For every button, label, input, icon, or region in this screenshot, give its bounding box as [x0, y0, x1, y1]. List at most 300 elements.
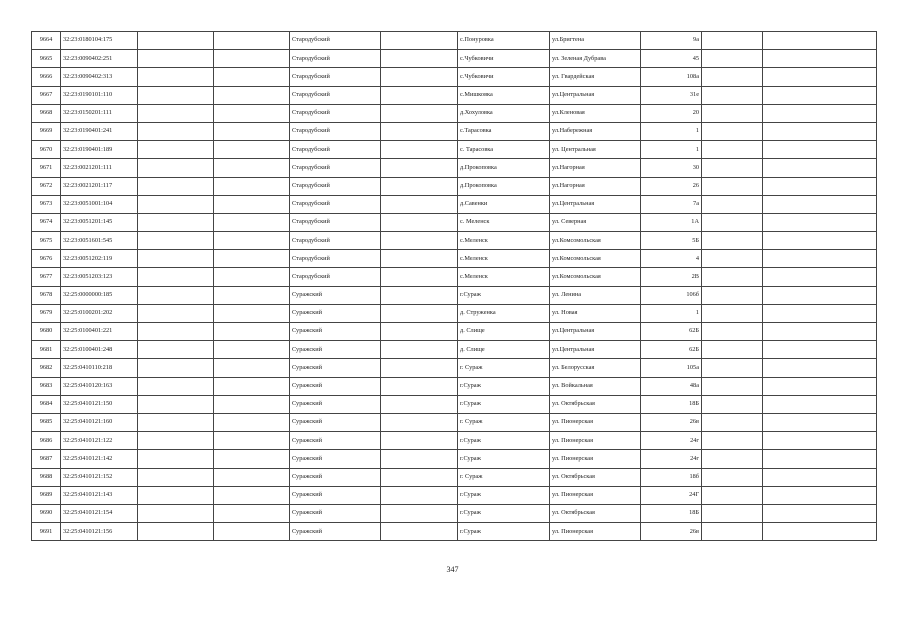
empty-cell [763, 413, 877, 431]
house-number-cell: 18Б [641, 395, 702, 413]
empty-cell [214, 450, 290, 468]
registry-body [32, 32, 877, 541]
locality-cell: с.Понуровка [458, 32, 550, 50]
house-number-cell: 48а [641, 377, 702, 395]
locality-cell: с.Меленск [458, 232, 550, 250]
row-number-cell: 9689 [32, 486, 61, 504]
house-number-cell: 24Г [641, 486, 702, 504]
row-number-cell: 9678 [32, 286, 61, 304]
empty-cell [702, 177, 763, 195]
locality-cell: с.Меленск [458, 268, 550, 286]
empty-cell [214, 268, 290, 286]
empty-cell [138, 504, 214, 522]
street-cell: ул.Бригтена [550, 32, 641, 50]
cadastral-number-cell: 32:25:0410110:218 [61, 359, 138, 377]
house-number-cell: 18Б [641, 504, 702, 522]
district-cell: Суражский [290, 341, 381, 359]
cadastral-number-cell: 32:25:0100201:202 [61, 304, 138, 322]
row-number-cell: 9691 [32, 523, 61, 541]
empty-cell [214, 286, 290, 304]
locality-cell: г.Сураж [458, 286, 550, 304]
empty-cell [138, 341, 214, 359]
empty-cell [214, 32, 290, 50]
empty-cell [702, 159, 763, 177]
empty-cell [214, 486, 290, 504]
street-cell: ул. Новая [550, 304, 641, 322]
empty-cell [763, 286, 877, 304]
row-number-cell: 9690 [32, 504, 61, 522]
street-cell: ул. Ленина [550, 286, 641, 304]
row-number-cell: 9673 [32, 195, 61, 213]
empty-cell [381, 286, 458, 304]
empty-cell [763, 50, 877, 68]
empty-cell [702, 413, 763, 431]
empty-cell [138, 395, 214, 413]
empty-cell [138, 359, 214, 377]
empty-cell [702, 86, 763, 104]
empty-cell [702, 141, 763, 159]
empty-cell [702, 468, 763, 486]
cadastral-number-cell: 32:23:0021201:117 [61, 177, 138, 195]
street-cell: ул. Зеленая Дубрава [550, 50, 641, 68]
street-cell: ул. Пионерская [550, 523, 641, 541]
registry-table [31, 31, 877, 541]
empty-cell [381, 268, 458, 286]
street-cell: ул. Северная [550, 213, 641, 231]
house-number-cell: 26в [641, 413, 702, 431]
empty-cell [138, 177, 214, 195]
row-number-cell: 9680 [32, 323, 61, 341]
empty-cell [763, 213, 877, 231]
empty-cell [702, 32, 763, 50]
row-number-cell: 9674 [32, 213, 61, 231]
empty-cell [214, 195, 290, 213]
empty-cell [702, 122, 763, 140]
district-cell: Суражский [290, 395, 381, 413]
empty-cell [763, 195, 877, 213]
street-cell: ул. Октябрьская [550, 395, 641, 413]
row-number-cell: 9671 [32, 159, 61, 177]
locality-cell: д.Хохуловка [458, 104, 550, 122]
empty-cell [214, 104, 290, 122]
empty-cell [381, 341, 458, 359]
locality-cell: г. Сураж [458, 468, 550, 486]
locality-cell: г.Сураж [458, 432, 550, 450]
district-cell: Стародубский [290, 159, 381, 177]
table-row [32, 523, 877, 541]
empty-cell [702, 486, 763, 504]
empty-cell [138, 250, 214, 268]
empty-cell [138, 141, 214, 159]
locality-cell: с. Тарасовка [458, 141, 550, 159]
empty-cell [381, 122, 458, 140]
empty-cell [214, 413, 290, 431]
cadastral-number-cell: 32:23:0190401:189 [61, 141, 138, 159]
empty-cell [214, 141, 290, 159]
empty-cell [702, 377, 763, 395]
empty-cell [138, 159, 214, 177]
district-cell: Стародубский [290, 104, 381, 122]
empty-cell [763, 250, 877, 268]
empty-cell [214, 468, 290, 486]
district-cell: Суражский [290, 450, 381, 468]
district-cell: Стародубский [290, 195, 381, 213]
table-row [32, 159, 877, 177]
house-number-cell: 26 [641, 177, 702, 195]
empty-cell [381, 432, 458, 450]
empty-cell [214, 213, 290, 231]
empty-cell [702, 195, 763, 213]
empty-cell [381, 213, 458, 231]
empty-cell [214, 68, 290, 86]
district-cell: Суражский [290, 468, 381, 486]
cadastral-number-cell: 32:25:0410121:122 [61, 432, 138, 450]
empty-cell [214, 232, 290, 250]
row-number-cell: 9664 [32, 32, 61, 50]
empty-cell [381, 486, 458, 504]
locality-cell: с.Меленск [458, 250, 550, 268]
empty-cell [763, 450, 877, 468]
row-number-cell: 9681 [32, 341, 61, 359]
empty-cell [214, 359, 290, 377]
empty-cell [138, 213, 214, 231]
empty-cell [138, 32, 214, 50]
empty-cell [381, 68, 458, 86]
empty-cell [763, 323, 877, 341]
row-number-cell: 9665 [32, 50, 61, 68]
table-row [32, 122, 877, 140]
house-number-cell: 106б [641, 286, 702, 304]
cadastral-number-cell: 32:23:0021201:111 [61, 159, 138, 177]
empty-cell [702, 395, 763, 413]
district-cell: Суражский [290, 504, 381, 522]
empty-cell [381, 177, 458, 195]
street-cell: ул.Нагорная [550, 159, 641, 177]
house-number-cell: 31е [641, 86, 702, 104]
empty-cell [214, 341, 290, 359]
empty-cell [381, 50, 458, 68]
table-row [32, 413, 877, 431]
cadastral-number-cell: 32:25:0410120:163 [61, 377, 138, 395]
cadastral-number-cell: 32:25:0410121:160 [61, 413, 138, 431]
empty-cell [138, 122, 214, 140]
locality-cell: г.Сураж [458, 450, 550, 468]
table-row [32, 104, 877, 122]
table-row [32, 286, 877, 304]
table-row [32, 432, 877, 450]
empty-cell [214, 50, 290, 68]
locality-cell: с.Тарасовка [458, 122, 550, 140]
empty-cell [381, 141, 458, 159]
locality-cell: д. Струженка [458, 304, 550, 322]
empty-cell [138, 232, 214, 250]
district-cell: Суражский [290, 486, 381, 504]
cadastral-number-cell: 32:25:0410121:150 [61, 395, 138, 413]
street-cell: ул.Комсомольская [550, 268, 641, 286]
table-row [32, 395, 877, 413]
empty-cell [381, 86, 458, 104]
cadastral-number-cell: 32:23:0090402:313 [61, 68, 138, 86]
empty-cell [138, 432, 214, 450]
empty-cell [763, 104, 877, 122]
house-number-cell: 2В [641, 268, 702, 286]
empty-cell [138, 104, 214, 122]
cadastral-number-cell: 32:23:0090402:251 [61, 50, 138, 68]
empty-cell [702, 286, 763, 304]
empty-cell [138, 323, 214, 341]
row-number-cell: 9668 [32, 104, 61, 122]
cadastral-number-cell: 32:25:0410121:152 [61, 468, 138, 486]
row-number-cell: 9676 [32, 250, 61, 268]
empty-cell [214, 159, 290, 177]
empty-cell [138, 523, 214, 541]
table-row [32, 177, 877, 195]
cadastral-number-cell: 32:25:0100401:248 [61, 341, 138, 359]
empty-cell [214, 122, 290, 140]
empty-cell [381, 232, 458, 250]
house-number-cell: 24г [641, 432, 702, 450]
table-row [32, 86, 877, 104]
locality-cell: г.Сураж [458, 504, 550, 522]
empty-cell [214, 523, 290, 541]
cadastral-number-cell: 32:23:0051203:123 [61, 268, 138, 286]
empty-cell [702, 450, 763, 468]
district-cell: Стародубский [290, 50, 381, 68]
table-row [32, 32, 877, 50]
house-number-cell: 20 [641, 104, 702, 122]
house-number-cell: 62Б [641, 341, 702, 359]
table-row [32, 504, 877, 522]
empty-cell [381, 523, 458, 541]
empty-cell [763, 377, 877, 395]
house-number-cell: 1А [641, 213, 702, 231]
empty-cell [214, 177, 290, 195]
street-cell: ул.Центральная [550, 86, 641, 104]
table-row [32, 68, 877, 86]
row-number-cell: 9675 [32, 232, 61, 250]
empty-cell [763, 523, 877, 541]
empty-cell [138, 413, 214, 431]
table-row [32, 232, 877, 250]
district-cell: Стародубский [290, 232, 381, 250]
empty-cell [214, 377, 290, 395]
locality-cell: д.Прокоповка [458, 177, 550, 195]
empty-cell [763, 359, 877, 377]
cadastral-number-cell: 32:25:0410121:156 [61, 523, 138, 541]
empty-cell [763, 159, 877, 177]
locality-cell: г. Сураж [458, 413, 550, 431]
empty-cell [381, 504, 458, 522]
table-row [32, 141, 877, 159]
district-cell: Суражский [290, 323, 381, 341]
street-cell: ул. Пионерская [550, 432, 641, 450]
empty-cell [763, 122, 877, 140]
empty-cell [381, 377, 458, 395]
cadastral-number-cell: 32:25:0410121:154 [61, 504, 138, 522]
table-row [32, 268, 877, 286]
empty-cell [381, 395, 458, 413]
row-number-cell: 9683 [32, 377, 61, 395]
street-cell: ул.Набережная [550, 122, 641, 140]
row-number-cell: 9667 [32, 86, 61, 104]
locality-cell: г.Сураж [458, 486, 550, 504]
house-number-cell: 26в [641, 523, 702, 541]
empty-cell [763, 486, 877, 504]
locality-cell: с.Чубковичи [458, 68, 550, 86]
empty-cell [214, 504, 290, 522]
empty-cell [702, 304, 763, 322]
street-cell: ул. Пионерская [550, 486, 641, 504]
empty-cell [763, 468, 877, 486]
empty-cell [214, 86, 290, 104]
house-number-cell: 24г [641, 450, 702, 468]
empty-cell [763, 68, 877, 86]
empty-cell [763, 432, 877, 450]
empty-cell [214, 304, 290, 322]
district-cell: Суражский [290, 359, 381, 377]
house-number-cell: 18б [641, 468, 702, 486]
row-number-cell: 9670 [32, 141, 61, 159]
house-number-cell: 45 [641, 50, 702, 68]
row-number-cell: 9688 [32, 468, 61, 486]
empty-cell [138, 486, 214, 504]
empty-cell [702, 323, 763, 341]
empty-cell [702, 50, 763, 68]
empty-cell [381, 32, 458, 50]
house-number-cell: 108а [641, 68, 702, 86]
street-cell: ул.Центральная [550, 323, 641, 341]
empty-cell [763, 86, 877, 104]
row-number-cell: 9669 [32, 122, 61, 140]
cadastral-number-cell: 32:23:0051601:545 [61, 232, 138, 250]
house-number-cell: 7а [641, 195, 702, 213]
empty-cell [381, 159, 458, 177]
empty-cell [763, 177, 877, 195]
table-row [32, 486, 877, 504]
street-cell: ул. Октябрьская [550, 504, 641, 522]
locality-cell: д. Слище [458, 341, 550, 359]
row-number-cell: 9686 [32, 432, 61, 450]
table-row [32, 250, 877, 268]
locality-cell: г. Сураж [458, 359, 550, 377]
empty-cell [381, 359, 458, 377]
empty-cell [702, 104, 763, 122]
empty-cell [381, 104, 458, 122]
locality-cell: д.Прокоповка [458, 159, 550, 177]
street-cell: ул. Пионерская [550, 413, 641, 431]
empty-cell [214, 395, 290, 413]
empty-cell [763, 268, 877, 286]
empty-cell [702, 68, 763, 86]
empty-cell [702, 232, 763, 250]
row-number-cell: 9684 [32, 395, 61, 413]
locality-cell: г.Сураж [458, 523, 550, 541]
empty-cell [702, 523, 763, 541]
table-row [32, 323, 877, 341]
street-cell: ул. Белорусская [550, 359, 641, 377]
cadastral-number-cell: 32:23:0190101:110 [61, 86, 138, 104]
street-cell: ул.Нагорная [550, 177, 641, 195]
empty-cell [138, 50, 214, 68]
house-number-cell: 1 [641, 141, 702, 159]
district-cell: Суражский [290, 377, 381, 395]
empty-cell [763, 304, 877, 322]
empty-cell [702, 213, 763, 231]
empty-cell [702, 268, 763, 286]
empty-cell [702, 359, 763, 377]
street-cell: ул.Кленовая [550, 104, 641, 122]
house-number-cell: 9а [641, 32, 702, 50]
street-cell: ул.Центральная [550, 341, 641, 359]
house-number-cell: 4 [641, 250, 702, 268]
district-cell: Суражский [290, 304, 381, 322]
empty-cell [381, 413, 458, 431]
table-row [32, 359, 877, 377]
house-number-cell: 1 [641, 122, 702, 140]
district-cell: Суражский [290, 286, 381, 304]
table-row [32, 468, 877, 486]
street-cell: ул. Октябрьская [550, 468, 641, 486]
table-row [32, 195, 877, 213]
district-cell: Суражский [290, 432, 381, 450]
district-cell: Стародубский [290, 122, 381, 140]
table-row [32, 450, 877, 468]
street-cell: ул. Центральная [550, 141, 641, 159]
empty-cell [381, 468, 458, 486]
empty-cell [763, 395, 877, 413]
district-cell: Стародубский [290, 32, 381, 50]
empty-cell [381, 450, 458, 468]
street-cell: ул.Центральная [550, 195, 641, 213]
row-number-cell: 9672 [32, 177, 61, 195]
table-row [32, 50, 877, 68]
cadastral-number-cell: 32:23:0051202:119 [61, 250, 138, 268]
cadastral-number-cell: 32:25:0100401:221 [61, 323, 138, 341]
table-row [32, 213, 877, 231]
row-number-cell: 9666 [32, 68, 61, 86]
row-number-cell: 9682 [32, 359, 61, 377]
locality-cell: г.Сураж [458, 377, 550, 395]
empty-cell [138, 468, 214, 486]
district-cell: Стародубский [290, 250, 381, 268]
house-number-cell: 62Б [641, 323, 702, 341]
empty-cell [381, 250, 458, 268]
empty-cell [763, 341, 877, 359]
empty-cell [702, 341, 763, 359]
district-cell: Стародубский [290, 68, 381, 86]
house-number-cell: 5Б [641, 232, 702, 250]
empty-cell [763, 32, 877, 50]
empty-cell [702, 504, 763, 522]
empty-cell [138, 450, 214, 468]
empty-cell [214, 250, 290, 268]
cadastral-number-cell: 32:23:0180104:175 [61, 32, 138, 50]
house-number-cell: 1 [641, 304, 702, 322]
row-number-cell: 9685 [32, 413, 61, 431]
locality-cell: г.Сураж [458, 395, 550, 413]
locality-cell: д.Савенки [458, 195, 550, 213]
street-cell: ул.Комсомольская [550, 232, 641, 250]
locality-cell: д. Слище [458, 323, 550, 341]
cadastral-number-cell: 32:23:0190401:241 [61, 122, 138, 140]
locality-cell: с.Мишковка [458, 86, 550, 104]
empty-cell [763, 232, 877, 250]
district-cell: Стародубский [290, 86, 381, 104]
house-number-cell: 105а [641, 359, 702, 377]
empty-cell [138, 86, 214, 104]
district-cell: Стародубский [290, 141, 381, 159]
page-number: 347 [446, 565, 459, 574]
